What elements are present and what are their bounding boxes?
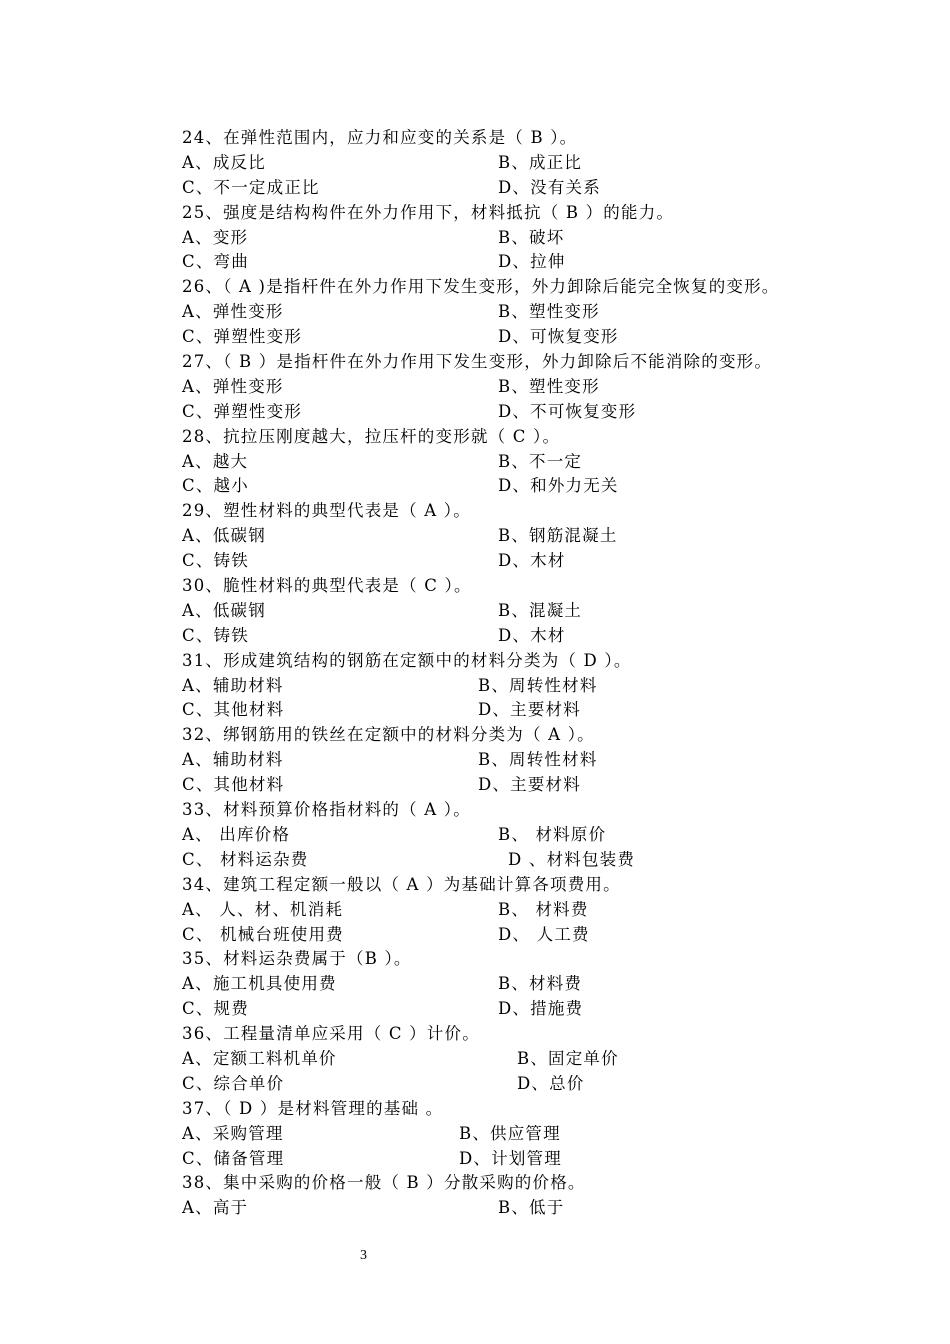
question-text: 29、塑性材料的典型代表是（ A ）。 [182,501,471,521]
option-d: D、可恢复变形 [498,327,619,347]
option-row [182,1196,832,1221]
question-text: 24、在弹性范围内，应力和应变的关系是（ B ）。 [182,128,578,147]
option-b: B、供应管理 [459,1123,561,1143]
option-a: A、弹性变形 [182,376,284,396]
option-a: A、辅助材料 [182,675,284,695]
option-d: D、和外力无关 [498,476,619,496]
option-d: D、没有关系 [498,177,601,197]
option-a: A、低碳钢 [182,526,266,546]
option-d: D、措施费 [498,999,584,1019]
option-row [182,624,832,649]
option-c: C、铸铁 [182,551,249,571]
option-b: B、塑性变形 [498,302,600,322]
option-a: A、辅助材料 [182,750,284,770]
option-row [182,698,832,723]
option-row [182,450,832,475]
question-text: 32、绑钢筋用的铁丝在定额中的材料分类为（ A ）。 [182,725,595,745]
option-c: C、弹塑性变形 [182,327,303,347]
option-row [182,674,832,699]
option-row [182,524,832,549]
option-d: D、主要材料 [478,775,581,795]
option-b: B、混凝土 [498,600,583,620]
option-a: A、高于 [182,1198,249,1218]
option-d: D、主要材料 [478,700,581,720]
option-b: B、塑性变形 [498,376,600,396]
option-c: C、规费 [182,999,249,1019]
option-b: B、固定单价 [517,1048,619,1068]
option-c: C、弯曲 [182,252,249,272]
question-text: 28、抗拉压刚度越大，拉压杆的变形就（ C ）。 [182,426,561,446]
question-text: 38、集中采购的价格一般（ B ）分散采购的价格。 [182,1173,586,1193]
option-d: D、 人工费 [498,924,590,944]
option-a: A、低碳钢 [182,600,266,620]
option-d: D、拉伸 [498,252,566,272]
option-row [182,997,832,1022]
option-a: A、成反比 [182,152,266,172]
question-text: 37、（ D ）是材料管理的基础 。 [182,1098,444,1118]
option-row [182,972,832,997]
option-a: A、采购管理 [182,1123,284,1143]
option-a: A、 出库价格 [182,824,291,844]
option-row [182,823,832,848]
option-b: B、周转性材料 [478,675,598,695]
option-row [182,1122,832,1147]
option-row [182,923,832,948]
option-row [182,474,832,499]
option-d: D、不可恢复变形 [498,401,637,421]
option-d: D、木材 [498,625,566,645]
question-text: 35、材料运杂费属于（B ）。 [182,949,412,969]
option-row [182,400,832,425]
page-number: 3 [360,1248,367,1263]
option-a: A、变形 [182,227,249,247]
option-d: D、木材 [498,551,566,571]
option-row [182,226,832,251]
option-b: B、不一定 [498,451,583,471]
option-row [182,1147,832,1172]
option-c: C、其他材料 [182,775,285,795]
option-c: C、铸铁 [182,625,249,645]
option-a: A、越大 [182,451,249,471]
option-b: B、成正比 [498,152,583,172]
option-a: A、 人、材、机消耗 [182,899,344,919]
option-b: B、 材料费 [498,899,589,919]
option-b: B、破坏 [498,227,565,247]
option-row [182,1072,832,1097]
option-d: D 、材料包装费 [508,849,636,869]
option-row [182,773,832,798]
option-b: B、低于 [498,1198,565,1218]
option-c: C、综合单价 [182,1073,285,1093]
option-c: C、越小 [182,476,249,496]
option-row [182,300,832,325]
option-row [182,375,832,400]
question-text: 27、（ B ）是指杆件在外力作用下发生变形，外力卸除后不能消除的变形。 [182,352,773,372]
option-row [182,1047,832,1072]
option-row [182,250,832,275]
option-row [182,599,832,624]
option-c: C、弹塑性变形 [182,401,303,421]
option-c: C、 机械台班使用费 [182,924,344,944]
option-b: B、周转性材料 [478,750,598,770]
option-c: C、不一定成正比 [182,177,320,197]
option-b: B、材料费 [498,974,583,994]
option-a: A、施工机具使用费 [182,974,337,994]
option-c: C、 材料运杂费 [182,849,309,869]
option-b: B、钢筋混凝土 [498,526,618,546]
question-list [182,126,832,1221]
question-text: 36、工程量清单应采用（ C ）计价。 [182,1024,480,1044]
option-d: D、总价 [517,1073,585,1093]
option-row [182,549,832,574]
option-b: B、 材料原价 [498,824,607,844]
option-c: C、其他材料 [182,700,285,720]
option-d: D、计划管理 [459,1148,562,1168]
question-text: 31、形成建筑结构的钢筋在定额中的材料分类为（ D ）。 [182,650,632,670]
question-text: 25、强度是结构构件在外力作用下，材料抵抗（ B ）的能力。 [182,202,675,222]
option-a: A、弹性变形 [182,302,284,322]
option-row [182,748,832,773]
option-row [182,325,832,350]
question-text: 33、材料预算价格指材料的（ A ）。 [182,800,471,820]
option-row [182,898,832,923]
option-a: A、定额工料机单价 [182,1048,337,1068]
option-row [182,151,832,176]
question-text: 30、脆性材料的典型代表是（ C ）。 [182,576,472,596]
question-text: 34、建筑工程定额一般以（ A ）为基础计算各项费用。 [182,874,621,894]
option-c: C、储备管理 [182,1148,285,1168]
option-row [182,848,832,873]
question-text: 26、（ A )是指杆件在外力作用下发生变形，外力卸除后能完全恢复的变形。 [182,277,780,297]
option-row [182,176,832,201]
